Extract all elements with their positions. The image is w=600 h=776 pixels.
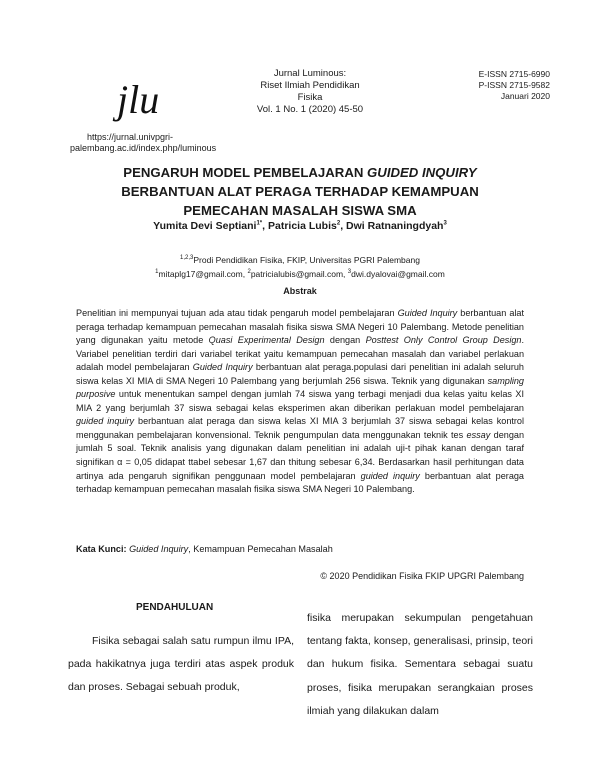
author-2: Patricia Lubis — [267, 220, 337, 232]
email-2[interactable]: patricialubis@gmail.com, — [250, 268, 346, 279]
author-1: Yumita Devi Septiani — [153, 220, 257, 232]
keyword-italic: Guided Inquiry — [129, 544, 189, 554]
keywords — [76, 544, 524, 554]
author-3: Dwi Ratnaningdyah — [346, 220, 444, 232]
title-italic: GUIDED INQUIRY — [367, 165, 477, 180]
affil-sup: 1,2,3 — [180, 255, 194, 261]
abstract-text: . Variabel penelitian terdiri dari variabel terikat yaitu kemampuan pemecahan masalah dan variabel perlakuan adalah model pembelajaran — [76, 335, 525, 373]
keywords-label: Kata Kunci: — [76, 544, 127, 554]
journal-url[interactable]: https://jurnal.univpgri-palembang.ac.id/index.php/luminous — [70, 132, 217, 153]
eissn: E-ISSN 2715-6990 — [478, 69, 550, 79]
abstract-text: berbantuan alat peraga.populasi dari penelitian ini adalah seluruh siswa kelas XI MIA di SMA Negeri 10 Palembang yang berjumlah 256 siswa. Teknik yang digunakan — [76, 362, 524, 386]
journal-info — [250, 68, 370, 116]
abstract-italic: essay — [466, 429, 491, 440]
email2-sup: 2 — [247, 268, 251, 275]
abstract-italic: guided inquiry — [76, 416, 135, 427]
abstract-italic: sampling purposive — [76, 375, 524, 400]
abstract-italic: guided inquiry — [360, 470, 420, 481]
abstract-text: berbantuan alat peraga terhadap kemampuan pemecahan masalah fisika siswa SMA Negeri 10 Palembang. Metode penelitian yang digunakan yaitu metode — [76, 308, 524, 346]
publication-date: Januari 2020 — [500, 91, 550, 101]
title-line3: PEMECAHAN MASALAH SISWA SMA — [183, 203, 417, 218]
abstract-text: dengan — [324, 335, 366, 346]
section-heading: PENDAHULUAN — [136, 602, 214, 613]
intro-col1-text: Fisika sebagai salah satu rumpun ilmu IPA, pada hakikatnya juga terdiri atas aspek produk dan proses. Sebagai sebuah produk, — [68, 635, 294, 694]
intro-column-2: fisika merupakan sekumpulan pengetahuan tentang fakta, konsep, generalisasi, prinsip, teori dan hukum fisika. Sementara sebagai suatu proses, fisika merupakan serangkaian proses ilmiah yang dilakukan dalam — [307, 612, 533, 717]
abstract-text: untuk menentukan sampel dengan jumlah 74 siswa yang terbagi menjadi dua kelas yaitu kelas XI MIA 2 yang berjumlah 37 siswa sebagai kelas eksperimen akan diberikan perlakuan model pembelajaran — [76, 389, 524, 413]
email-1[interactable]: mitaplg17@gmail.com, — [158, 268, 246, 279]
email-3[interactable]: dwi.dyalovai@gmail.com — [351, 268, 445, 279]
title-line2: BERBANTUAN ALAT PERAGA TERHADAP KEMAMPUAN — [121, 184, 479, 199]
author-1-sup: 1* — [256, 220, 263, 227]
intro-column-1 — [68, 630, 294, 700]
abstract-text: dengan jumlah 5 soal. Teknik analisis yang digunakan dalam penelitian ini adalah uji-t pihak kanan dengan taraf signifikan α = 0,05 didapat ttabel sebesar 1,67 dan thitung sebesar 6,34. Berdasarkan hasil perhitungan data artinya ada pengaruh signifikan penggunaan model pembelajaran — [76, 429, 524, 481]
journal-volume: Vol. 1 No. 1 (2020) 45-50 — [256, 104, 364, 115]
journal-subtitle: Riset Ilmiah Pendidikan Fisika — [260, 80, 360, 103]
affiliation: Prodi Pendidikan Fisika, FKIP, Universitas PGRI Palembang — [193, 254, 420, 265]
email1-sup: 1 — [155, 268, 159, 275]
abstract-text: berbantuan alat peraga dan siswa kelas XI MIA 3 berjumlah 37 siswa sebagai kelas kontrol menggunakan pembelajaran konvensional. Teknik pengumpulan data menggunakan teknik tes — [76, 416, 525, 440]
abstract-heading: Abstrak — [283, 286, 317, 296]
journal-name: Jurnal Luminous: — [273, 68, 347, 79]
abstract-italic: Posttest Only Control Group Design — [365, 335, 522, 346]
title-part1: PENGARUH MODEL PEMBELAJARAN — [123, 165, 368, 180]
email3-sup: 3 — [347, 268, 352, 275]
author-3-sup: 3 — [443, 220, 447, 227]
logo-text: jlu — [117, 77, 160, 122]
abstract-italic: Guided Inquiry — [397, 308, 458, 318]
abstract-body — [76, 307, 524, 497]
pissn: P-ISSN 2715-9582 — [478, 80, 550, 90]
copyright: © 2020 Pendidikan Fisika FKIP UPGRI Palembang — [320, 571, 524, 581]
authors: Yumita Devi Septiani$^{1*}$, Patricia Lubis$^2$, Dwi Ratnaningdyah$^3$ — [153, 220, 447, 232]
abstract-italic: Guided Inquiry — [192, 362, 253, 373]
paper-title — [60, 163, 540, 220]
abstract-text: berbantuan alat peraga terhadap kemampuan pemecahan masalah fisika siswa SMA Negeri 10 Palembang. — [76, 470, 524, 495]
affiliation-block — [60, 252, 540, 280]
journal-logo — [117, 72, 163, 128]
abstract-text: Penelitian ini mempunyai tujuan ada atau tidak pengaruh model pembelajaran — [76, 308, 398, 318]
keywords-rest: , Kemampuan Pemecahan Masalah — [188, 544, 333, 554]
author-2-sup: 2 — [336, 220, 341, 227]
issn-info — [440, 69, 550, 102]
abstract-italic: Quasi Experimental Design — [208, 335, 325, 346]
